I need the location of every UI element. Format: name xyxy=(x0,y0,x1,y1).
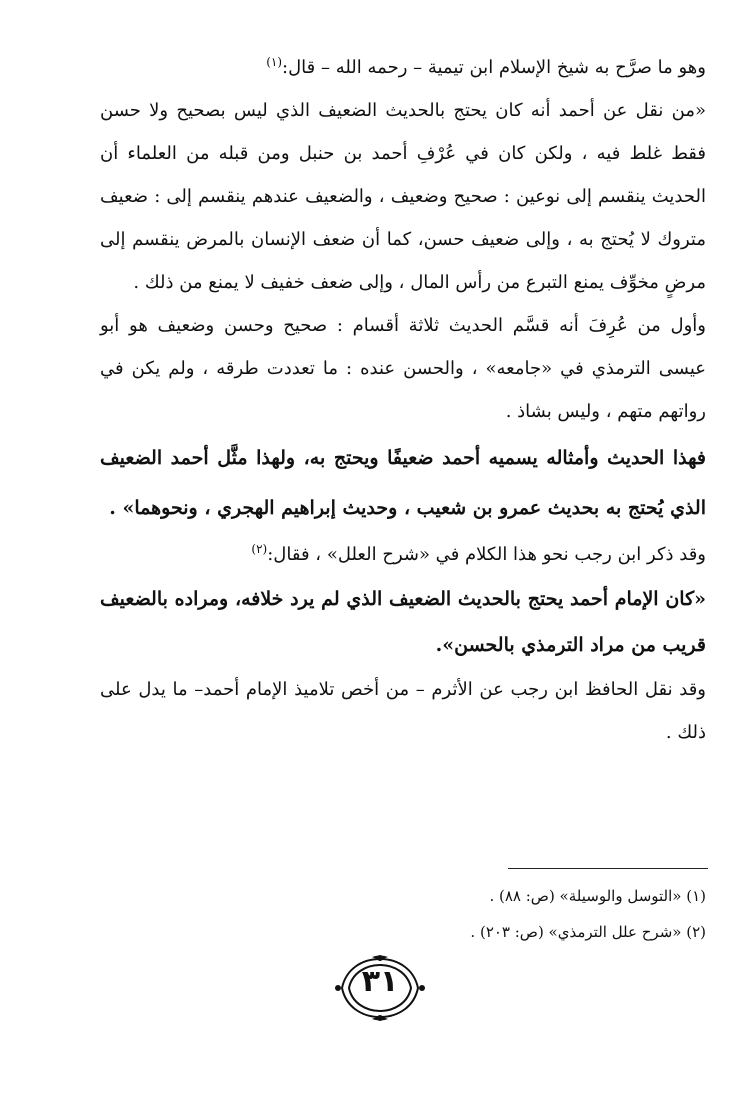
paragraph-4-bold: فهذا الحديث وأمثاله يسميه أحمد ضعيفًا ويحتج به، ولهذا مثَّل أحمد الضعيف الذي يُحتج به بحديث عمرو بن شعيب ، وحديث إبراهيم الهجري ، ونحوهما» . xyxy=(100,447,706,519)
footnote-ref-2: (٢) xyxy=(251,542,268,556)
footnote-1: (١) «التوسل والوسيلة» (ص: ٨٨) . xyxy=(489,887,706,905)
page-number: ٣١ xyxy=(361,964,399,999)
paragraph-7: وقد نقل الحافظ ابن رجب عن الأثرم – من أخص تلاميذ الإمام أحمد– ما يدل على ذلك . xyxy=(100,679,706,743)
paragraph-2-quote: «من نقل عن أحمد أنه كان يحتج بالحديث الضعيف الذي ليس بصحيح ولا حسن فقط غلط فيه ، ولكن كان في عُرْفِ أحمد بن حنبل ومن قبله من العلماء أن الحديث ينقسم إلى نوعين : صحيح وضعيف ، والضعيف عندهم ينقسم إلى : ضعيف متروك لا يُحتج به ، وإلى ضعيف حسن، كما أن ضعف الإنسان بالمرض ينقسم إلى مرضٍ مخوِّف يمنع التبرع من رأس المال ، وإلى ضعف خفيف لا يمنع من ذلك . xyxy=(100,100,706,293)
footnotes xyxy=(100,878,706,950)
main-text xyxy=(100,46,706,754)
paragraph-3: وأول من عُرِفَ أنه قسَّم الحديث ثلاثة أقسام : صحيح وحسن وضعيف هو أبو عيسى الترمذي في «جامعه» ، والحسن عنده : ما تعددت طرقه ، ولم يكن في رواتهم متهم ، وليس بشاذ . xyxy=(100,315,706,422)
paragraph-1: وهو ما صرَّح به شيخ الإسلام ابن تيمية – رحمه الله – قال:$^{(١)}$ xyxy=(266,55,706,78)
footnote-ref-1: (١) xyxy=(266,55,283,69)
footnote-2: (٢) «شرح علل الترمذي» (ص: ٢٠٣) . xyxy=(470,923,706,941)
paragraph-6-bold-quote: «كان الإمام أحمد يحتج بالحديث الضعيف الذي لم يرد خلافه، ومراده بالضعيف قريب من مراد الترمذي بالحسن». xyxy=(100,588,706,656)
footnote-separator xyxy=(508,868,708,869)
paragraph-5: وقد ذكر ابن رجب نحو هذا الكلام في «شرح العلل» ، فقال:$^{(٢)}$ xyxy=(251,542,706,565)
